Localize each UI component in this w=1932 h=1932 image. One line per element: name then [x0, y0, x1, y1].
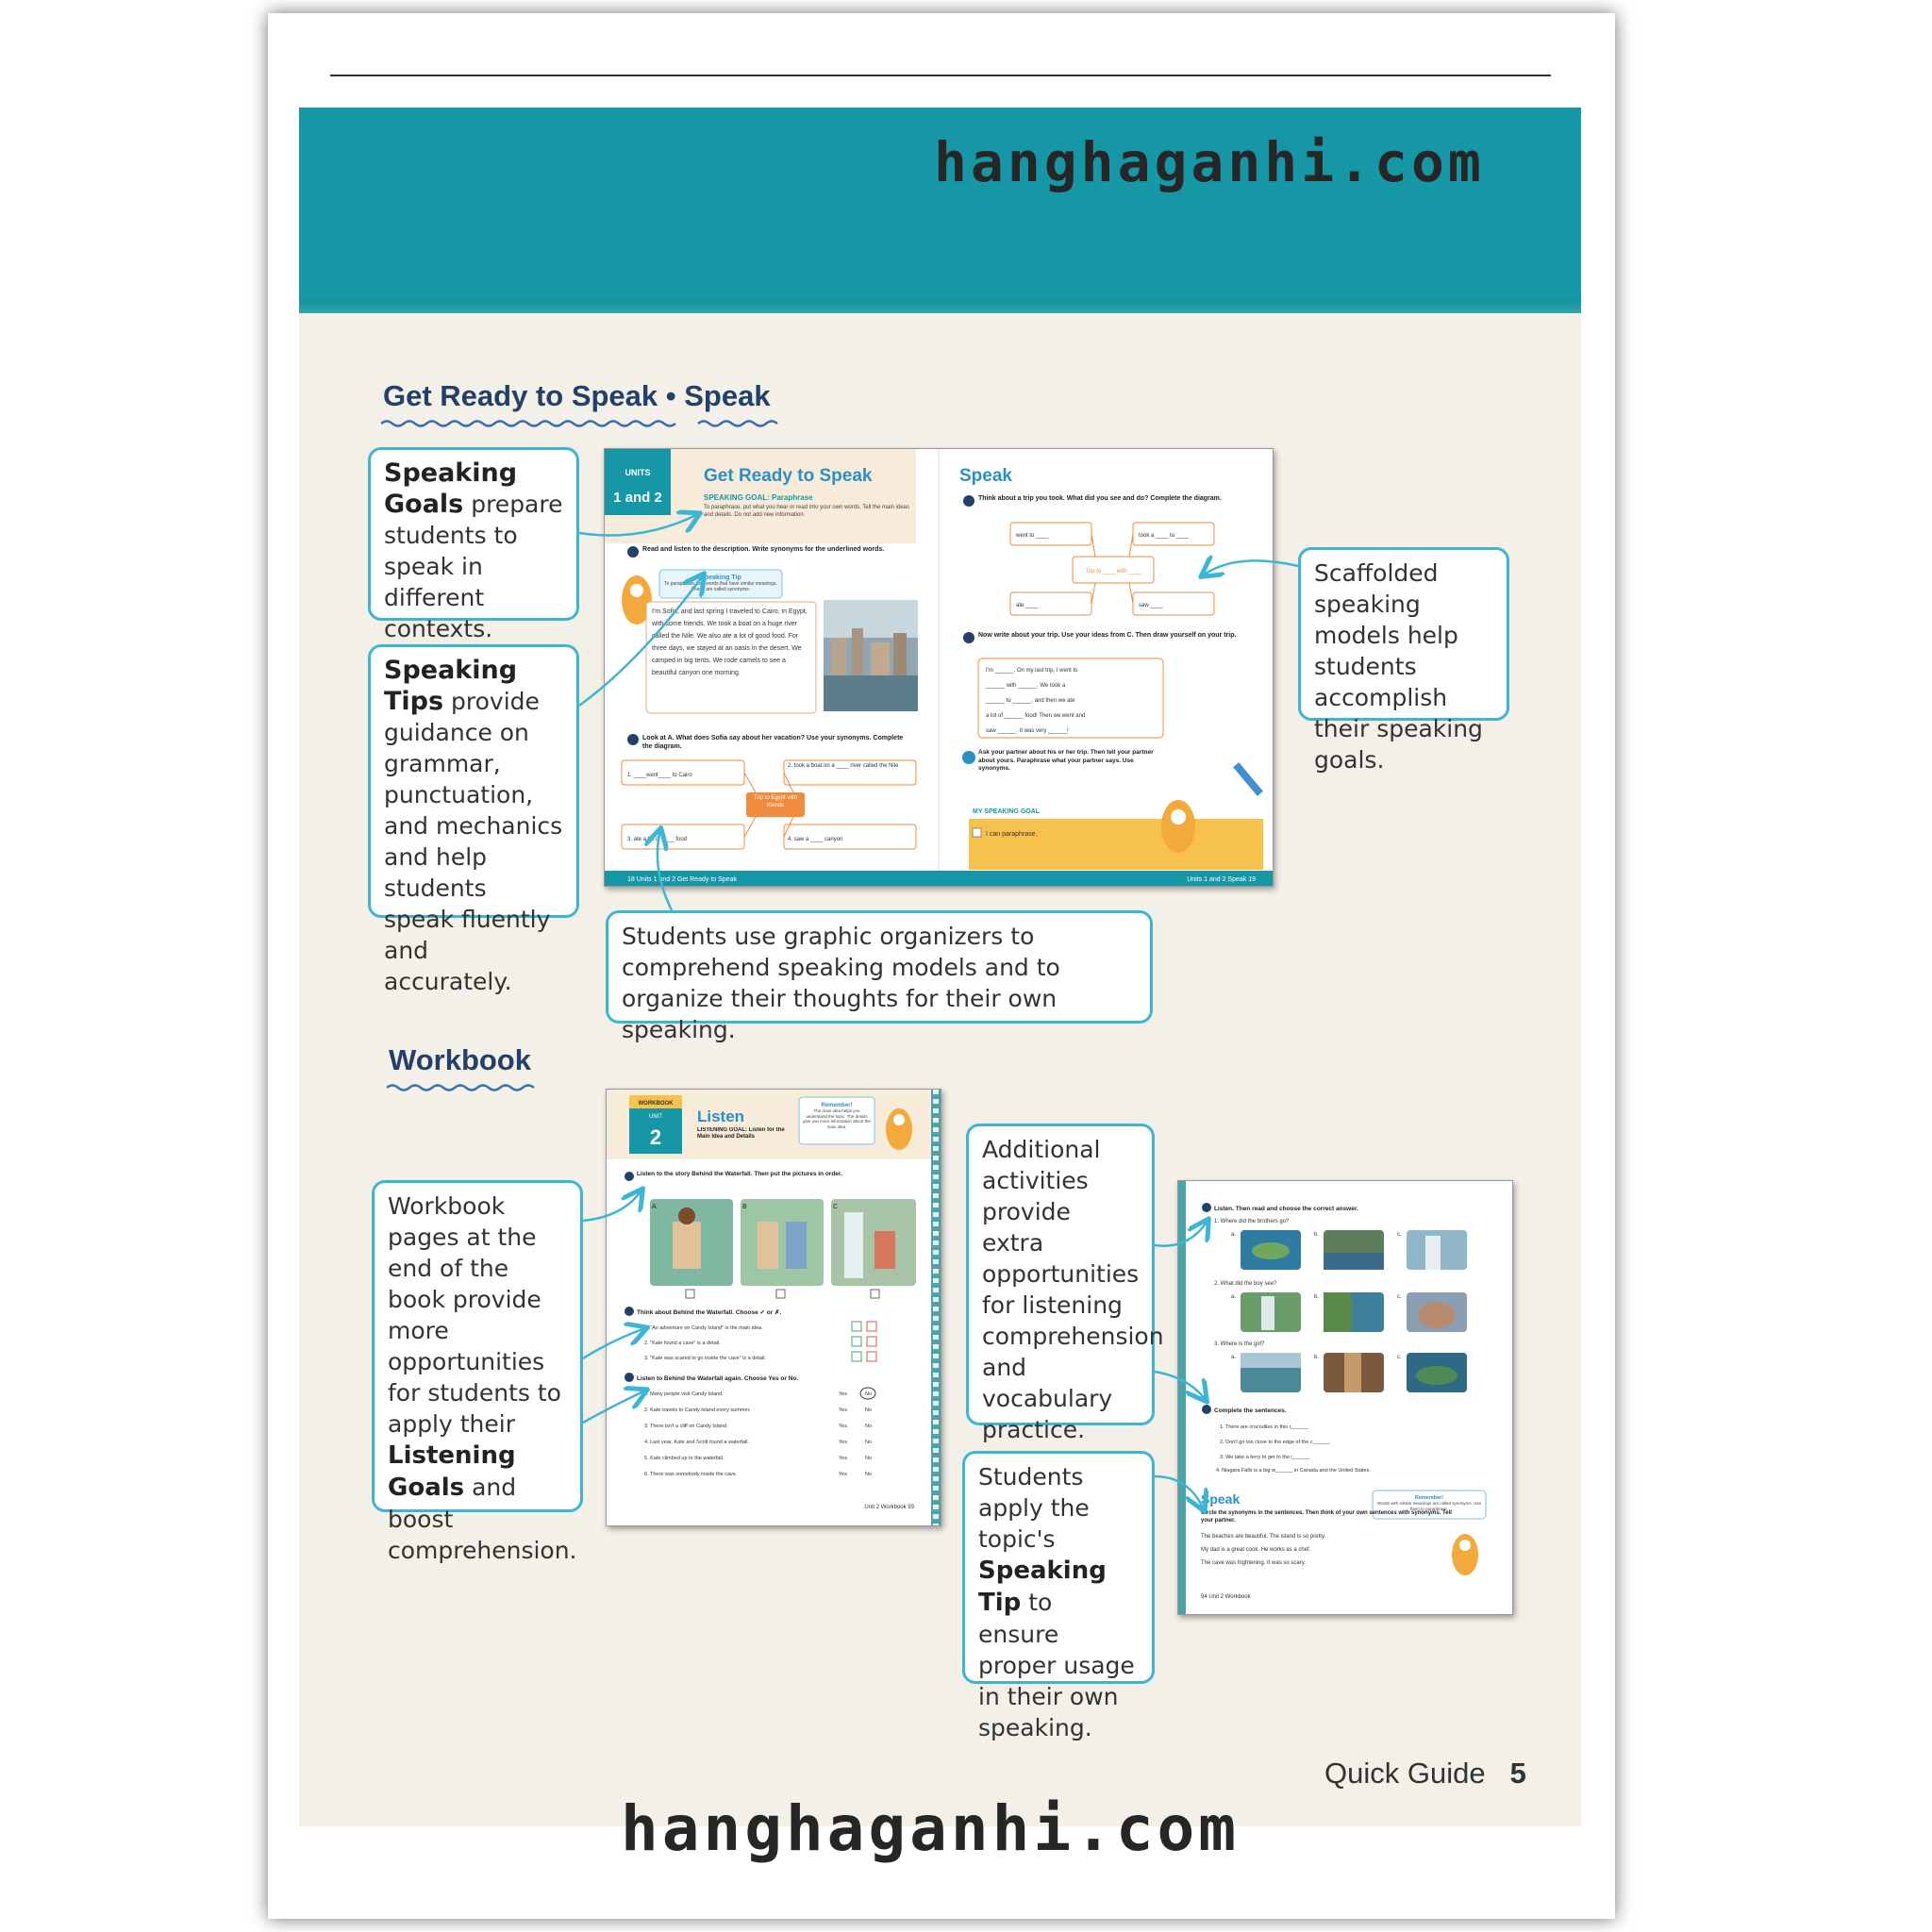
callout-speaking-tips: Speaking Tips provide guidance on grammar, punctuation, and mechanics and help students speak fluently and accurately. [368, 644, 579, 918]
diagram-b-item-3: 3. ate a lot of ____ food [627, 837, 688, 842]
workbook-d-instruction: Listen. Then read and choose the correct answer. [1214, 1206, 1358, 1212]
no-6: No [865, 1472, 873, 1477]
writing-line-3: ______ to ______, and then we ate [986, 698, 1075, 704]
yes-6: Yes [839, 1472, 847, 1477]
workbook-b-instruction: Think about Behind the Waterfall. Choose ✓ or ✗. [637, 1309, 782, 1316]
exercise-b-instruction: Look at A. What does Sofia say about her vacation? Use your synonyms. Complete the diagram. [642, 735, 904, 750]
diagram-b-center: Trip to Egypt with friends [753, 795, 798, 808]
diagram-c-center: Trip to ____ with ____ [1085, 569, 1141, 575]
remember-text: The main idea helps you understand the topic. The details give you more information about the main idea. [803, 1108, 871, 1129]
diagram-c-item-3: ate ____ [1016, 603, 1039, 608]
picture-label-c: C [833, 1204, 839, 1210]
option-2c: c. [1397, 1294, 1402, 1300]
synonym-line-3: The cave was frightening. It was so scary. [1201, 1560, 1306, 1566]
remember-title: Remember! [821, 1103, 853, 1108]
yesno-item-1: 1. Many people visit Candy Island. [644, 1391, 724, 1397]
diagram-c-item-4: saw ____ [1139, 603, 1163, 608]
sentence-4: 4. Niagara Falls is a big w______ in Canada and the United States. [1216, 1468, 1371, 1474]
question-2: 2. What did the boy see? [1214, 1281, 1277, 1287]
option-1c: c. [1397, 1232, 1402, 1238]
watermark-bottom: hanghaganhi.com [621, 1792, 1241, 1865]
no-1: No [865, 1391, 873, 1397]
units-number: 1 and 2 [613, 490, 662, 506]
exercise-e-instruction: Ask your partner about his or her trip. Then tell your partner about yours. Paraphrase what your partner says. Use synonyms. [978, 749, 1154, 772]
writing-line-4: a lot of ______ food! Then we went and [986, 713, 1086, 719]
yes-2: Yes [839, 1407, 847, 1413]
picture-label-b: B [742, 1204, 747, 1210]
sentence-3: 3. We take a ferry to get to the i______ [1220, 1455, 1309, 1460]
diagram-c-item-2: took a ____ to ____ [1139, 533, 1190, 539]
option-1a: a. [1231, 1232, 1237, 1238]
no-5: No [865, 1456, 873, 1461]
no-3: No [865, 1424, 873, 1429]
unit-label: UNIT [649, 1114, 662, 1120]
workbook-c-instruction: Listen to Behind the Waterfall again. Choose Yes or No. [637, 1375, 799, 1382]
footer-label: Quick Guide [1324, 1757, 1486, 1790]
callout-speaking-tip-apply: Students apply the topic's Speaking Tip to ensure proper usage in their own speaking. [962, 1451, 1155, 1684]
option-1b: b. [1314, 1232, 1320, 1238]
unit-number: 2 [649, 1125, 662, 1149]
speaking-goal-text: To paraphrase, put what you hear or read into your own words. Tell the main ideas and details. Do not add new information. [704, 505, 910, 518]
workbook-page-94 [1177, 1180, 1513, 1615]
watermark-top: hanghaganhi.com [934, 130, 1485, 194]
option-3b: b. [1314, 1355, 1320, 1360]
synonym-line-1: The beaches are beautiful. The island is so pretty. [1201, 1534, 1326, 1540]
speak-remember-text: Words with similar meanings are called synonyms. Use them to paraphrase. [1377, 1501, 1481, 1511]
check-item-3: 3. "Kate was scared to go inside the cave" is a detail. [644, 1356, 766, 1361]
workbook-footer-94: 94 Unit 2 Workbook [1201, 1594, 1251, 1600]
callout-additional-activities: Additional activities provide extra opportunities for listening comprehension and vocabulary practice. [966, 1124, 1155, 1425]
speaking-tip-text: To paraphrase, use words that have similar meanings. These are called synonyms. [664, 581, 777, 592]
yesno-item-6: 6. There was somebody inside the cave. [644, 1472, 738, 1477]
workbook-speak-title: Speak [1201, 1491, 1241, 1507]
diagram-b-item-2: 2. took a boat on a ____ river called the Nile [788, 763, 899, 769]
question-1: 1. Where did the brothers go? [1214, 1219, 1290, 1224]
right-page-title: Speak [959, 466, 1012, 486]
speaking-tip-title: Speaking Tip [700, 575, 741, 581]
option-3a: a. [1231, 1355, 1237, 1360]
workbook-page-93 [606, 1089, 941, 1526]
spread-drawing [605, 449, 1273, 886]
sentence-2: 2. Don't go too close to the edge of the c______ [1220, 1440, 1330, 1445]
speaking-goal-label: SPEAKING GOAL: Paraphrase [704, 493, 813, 502]
yes-5: Yes [839, 1456, 847, 1461]
workbook-badge-label: WORKBOOK [638, 1101, 674, 1107]
spread-footer-left: 18 Units 1 and 2 Get Ready to Speak [627, 876, 737, 883]
header-rule [330, 75, 1551, 76]
diagram-b-item-1: 1. ____went____ to Cairo [627, 773, 692, 778]
callout-graphic-organizers: Students use graphic organizers to comprehend speaking models and to organize their thoughts for their own speaking. [606, 910, 1153, 1024]
workbook-underline [387, 1083, 538, 1092]
question-3: 3. Where is the girl? [1214, 1341, 1265, 1347]
no-4: No [865, 1440, 873, 1445]
picture-label-a: A [652, 1204, 657, 1210]
yes-3: Yes [839, 1424, 847, 1429]
story-text: I'm Sofia, and last spring I traveled to Cairo, in Egypt, with some friends. We took a boat on a huge river called the Nile. We also ate a lot of good food. For three days, we stayed at an oasis in the desert. We camped in big tents. We rode camels to see a beautiful canyon one morning. [652, 608, 808, 676]
yesno-item-4: 4. Last year, Kate and Scott found a waterfall. [644, 1440, 749, 1445]
diagram-b-item-4: 4. saw a ____ canyon [788, 837, 843, 842]
header-band-edge [299, 300, 1581, 313]
section-title-workbook: Workbook [389, 1043, 531, 1076]
check-item-1: 1. "An adventure on Candy Island" is the main idea. [644, 1325, 763, 1331]
speak-instruction: Circle the synonyms in the sentences. Then think of your own sentences with synonyms. Tell your partner. [1201, 1510, 1452, 1524]
workbook-e-instruction: Complete the sentences. [1214, 1407, 1287, 1414]
no-2: No [865, 1407, 873, 1413]
page-footer [1324, 1757, 1526, 1790]
option-2b: b. [1314, 1294, 1320, 1300]
my-speaking-goal-label: MY SPEAKING GOAL [973, 808, 1041, 815]
workbook-right-drawing [1178, 1181, 1512, 1614]
speak-remember-title: Remember! [1414, 1495, 1444, 1501]
spread-footer-right: Units 1 and 2 Speak 19 [1187, 876, 1256, 883]
title-underline [381, 419, 787, 428]
yesno-item-3: 3. There isn't a cliff on Candy Island. [644, 1424, 728, 1429]
spread-thumbnail [604, 448, 1274, 887]
check-item-2: 2. "Kate found a cave" is a detail. [644, 1341, 721, 1346]
workbook-a-instruction: Listen to the story Behind the Waterfall. Then put the pictures in order. [637, 1171, 842, 1177]
exercise-d-instruction: Now write about your trip. Use your ideas from C. Then draw yourself on your trip. [978, 632, 1237, 639]
workbook-listen-title: Listen [697, 1108, 745, 1125]
yesno-item-5: 5. Kate climbed up to the waterfall. [644, 1456, 724, 1461]
callout-speaking-goals: Speaking Goals prepare students to speak in different contexts. [368, 447, 579, 621]
units-label: UNITS [625, 468, 651, 477]
left-page-title: Get Ready to Speak [704, 466, 873, 486]
option-2a: a. [1231, 1294, 1237, 1300]
page-number: 5 [1509, 1757, 1526, 1790]
writing-line-5: saw ______. It was very ______! [986, 728, 1069, 734]
yes-1: Yes [839, 1391, 847, 1397]
writing-line-2: ______ with ______. We took a [986, 683, 1066, 689]
yesno-item-2: 2. Kate travels to Candy Island every summer. [644, 1407, 751, 1413]
yes-4: Yes [839, 1440, 847, 1445]
exercise-c-instruction: Think about a trip you took. What did you see and do? Complete the diagram. [978, 495, 1222, 502]
my-speaking-goal-item: I can paraphrase. [986, 831, 1038, 838]
section-title-speak: Get Ready to Speak • Speak [383, 379, 771, 412]
writing-line-1: I'm ______. On my last trip, I went to [986, 668, 1078, 674]
sentence-1: 1. There are crocodiles in this r______ [1220, 1424, 1308, 1430]
exercise-a-instruction: Read and listen to the description. Write synonyms for the underlined words. [642, 546, 885, 553]
listening-goal: LISTENING GOAL: Listen for the Main Idea and Details [697, 1127, 785, 1140]
diagram-c-item-1: went to ____ [1016, 533, 1049, 539]
option-3c: c. [1397, 1355, 1402, 1360]
callout-workbook-pages: Workbook pages at the end of the book provide more opportunities for students to apply their Listening Goals and boost comprehension. [372, 1180, 583, 1512]
callout-scaffolded: Scaffolded speaking models help students accomplish their speaking goals. [1298, 547, 1509, 721]
workbook-footer-93: Unit 2 Workbook 93 [864, 1505, 914, 1510]
workbook-left-drawing [607, 1090, 941, 1525]
synonym-line-2: My dad is a great cook. He works as a chef. [1201, 1547, 1311, 1553]
